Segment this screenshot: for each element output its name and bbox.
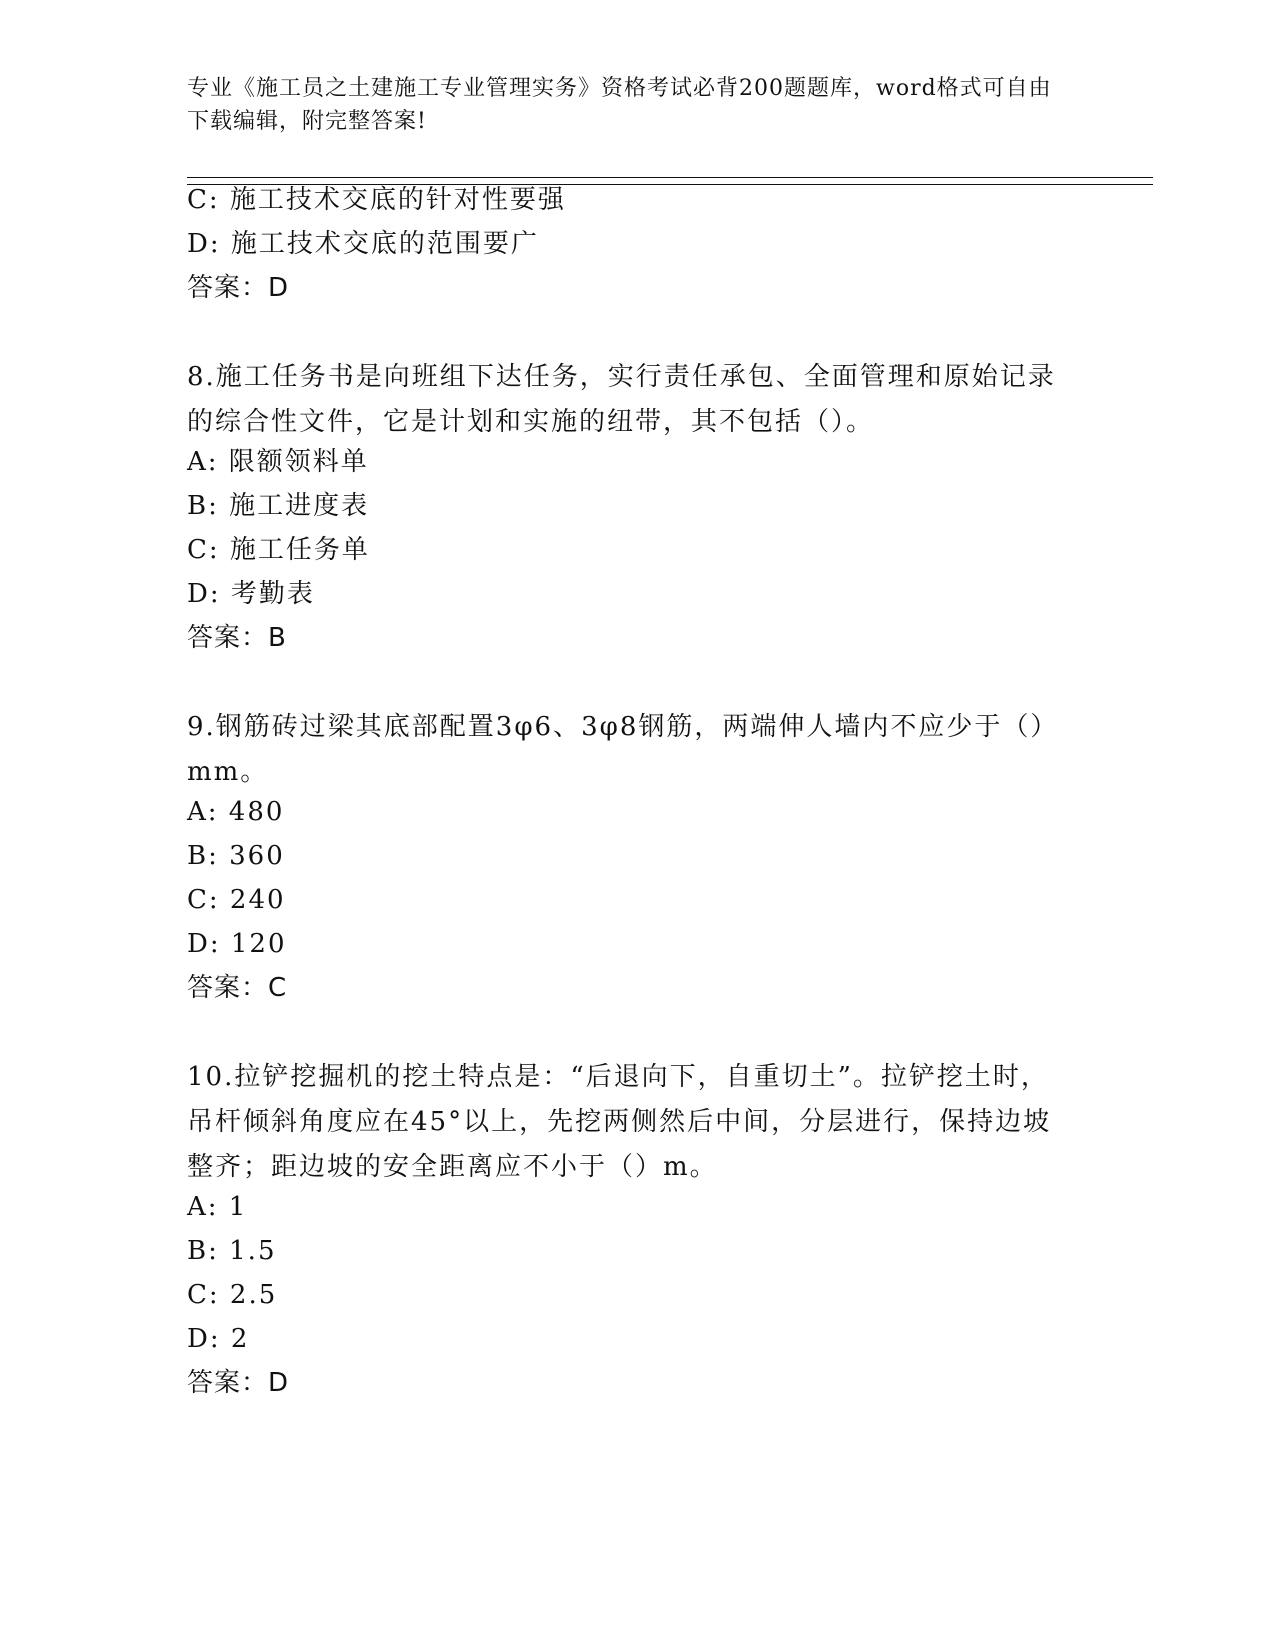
- q10-answer: 答案：D: [187, 1368, 290, 1398]
- q9-answer: 答案：C: [187, 973, 288, 1003]
- q7-option-c: C: 施工技术交底的针对性要强: [187, 185, 566, 215]
- q9-option-a: A: 480: [187, 797, 285, 827]
- q10-option-c: C: 2.5: [187, 1280, 278, 1310]
- q7-answer: 答案：D: [187, 273, 290, 303]
- q10-option-a: A: 1: [187, 1192, 248, 1222]
- q8-answer: 答案：B: [187, 623, 287, 653]
- q8-option-d: D: 考勤表: [187, 579, 315, 609]
- document-header-title: 专业《施工员之土建施工专业管理实务》资格考试必背200题题库，word格式可自由下载编辑，附完整答案!: [187, 76, 1052, 134]
- q9-option-c: C: 240: [187, 885, 286, 915]
- q10-option-d: D: 2: [187, 1324, 250, 1354]
- q8-option-a: A: 限额领料单: [187, 447, 369, 477]
- q10-option-b: B: 1.5: [187, 1236, 277, 1266]
- q9-option-d: D: 120: [187, 929, 287, 959]
- q9-option-b: B: 360: [187, 841, 285, 871]
- q7-option-d: D: 施工技术交底的范围要广: [187, 229, 539, 259]
- q8-option-b: B: 施工进度表: [187, 491, 370, 521]
- q8-question-text: 8.施工任务书是向班组下达任务，实行责任承包、全面管理和原始记录的综合性文件，它是计划和实施的纽带，其不包括（）。: [187, 362, 1056, 437]
- q10-question-text: 10.拉铲挖掘机的挖土特点是：“后退向下，自重切土”。拉铲挖土时，吊杆倾斜角度应在45°以上，先挖两侧然后中间，分层进行，保持边坡整齐；距边坡的安全距离应不小于（）m。: [187, 1062, 1052, 1182]
- q8-option-c: C: 施工任务单: [187, 535, 370, 565]
- q9-question-text: 9.钢筋砖过梁其底部配置3φ6、3φ8钢筋，两端伸人墙内不应少于（）mm。: [187, 712, 1059, 787]
